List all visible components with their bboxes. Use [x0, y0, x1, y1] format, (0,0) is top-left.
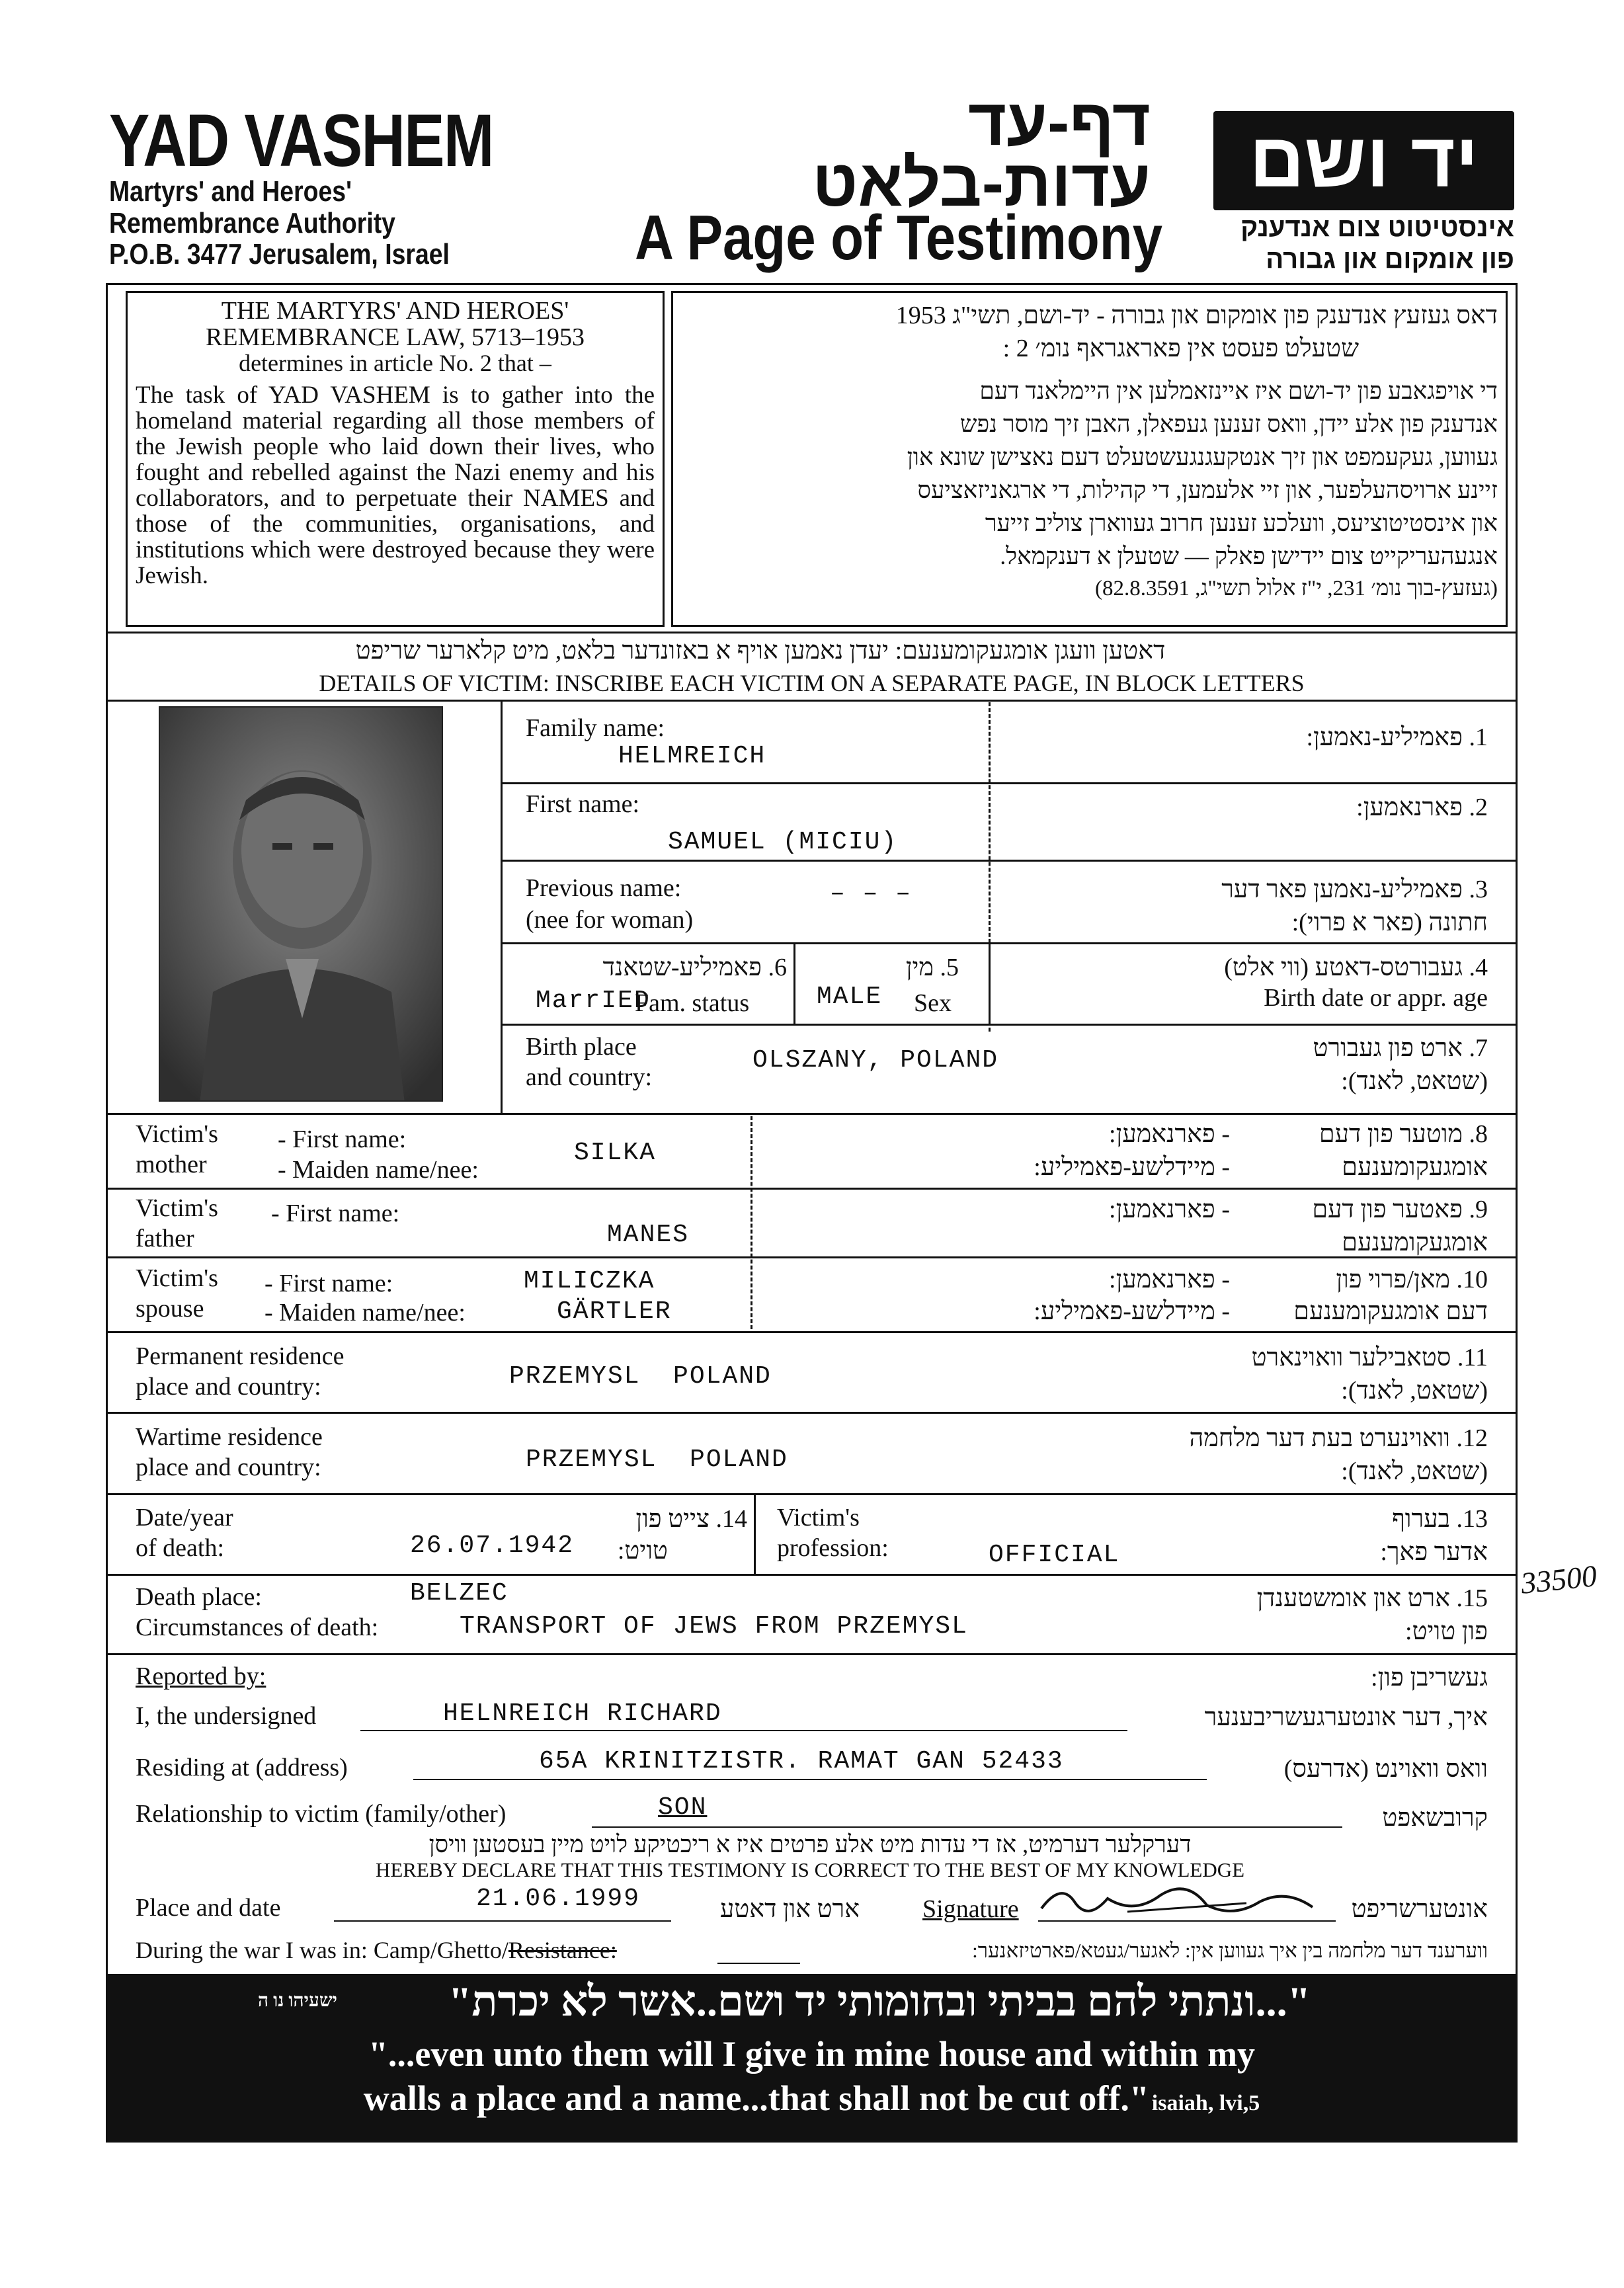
father-sublabel: father: [136, 1225, 194, 1252]
first-name-label: First name:: [526, 790, 640, 818]
relationship-label: Relationship to victim (family/other): [136, 1800, 507, 1828]
place-date-label: Place and date: [136, 1894, 281, 1922]
law-title-1: THE MARTYRS' AND HEROES': [221, 297, 569, 325]
victim-photo: [159, 706, 443, 1102]
reported-by-hebrew-title: געשריבן פון:: [1371, 1664, 1488, 1692]
footer-english-line-2: [106, 2078, 1518, 2119]
law-title-2: REMEMBRANCE LAW, 5713–1953: [206, 323, 585, 351]
war-location-struck: Resistance:: [508, 1937, 617, 1963]
spouse-label: Victim's: [136, 1264, 218, 1292]
signature[interactable]: [1035, 1875, 1326, 1926]
death-place-hebrew-label: 15. ארט און אומשטענדן: [1256, 1584, 1488, 1612]
father-hebrew-first-name-label: - פארנאמען:: [1109, 1196, 1230, 1223]
death-date-label: Date/year: [136, 1504, 233, 1532]
sex-label: Sex: [914, 989, 952, 1017]
war-location-hebrew: ווערענד דער מלחמה בין איך געווען אין: לאגער/געטא/פארטיזאנער:: [972, 1939, 1488, 1962]
mother-first-name-value[interactable]: SILKA: [574, 1139, 657, 1167]
profession-hebrew-sublabel: אדער פאך:: [1380, 1538, 1488, 1566]
signature-label: Signature: [922, 1895, 1019, 1923]
org-line-2: Remembrance Authority: [109, 207, 395, 239]
declaration-hebrew: דערקלער דערמיט, אז די עדות מיט אלע פרטים איז א ריכטיקע לויט מיין בעסטען וויסן: [428, 1831, 1192, 1858]
mother-label: Victim's: [136, 1120, 218, 1148]
sex-value[interactable]: MALE: [817, 983, 883, 1011]
profession-label: Victim's: [777, 1504, 860, 1532]
mother-first-name-label: - First name:: [278, 1125, 407, 1153]
place-date-hebrew-label: ארט און דאטע: [719, 1895, 860, 1923]
death-place-value[interactable]: BELZEC: [410, 1579, 508, 1608]
father-hebrew-sublabel: אומגעקומענעם: [1342, 1229, 1488, 1256]
law-hebrew-line-4: זיינע ארויסהעלפער, און זיי אלעמען, די קהילות, די ארגאניזאציעס: [917, 477, 1498, 503]
logo-subtitle-2: פון אומקום און גבורה: [1266, 245, 1514, 274]
logo-subtitle-1: אינסטיטוט צום אנדענק: [1240, 213, 1514, 242]
birth-date-label: Birth date or appr. age: [1264, 984, 1488, 1012]
birth-date-hebrew-label: 4. געבורטס-דאטע (ווי אלט): [1224, 954, 1488, 981]
war-location-text: During the war I was in: Camp/Ghetto/: [136, 1937, 508, 1963]
birth-place-sublabel: and country:: [526, 1063, 653, 1091]
mother-hebrew-maiden-name-label: - מיידלשע-פאמיליע:: [1034, 1153, 1230, 1181]
first-name-value[interactable]: SAMUEL (MICIU): [668, 828, 898, 856]
spouse-maiden-name-label: - Maiden name/nee:: [264, 1299, 466, 1327]
law-hebrew-title-2: שטעלט פעסט אין פאראגראף נומ׳ 2 :: [1002, 335, 1359, 362]
footer-hebrew-quote: "...ונתתי להם בביתי ובחומותי יד ושם..אשר לא יכרת": [448, 1978, 1311, 2025]
permanent-residence-hebrew-sublabel: (שטאט, לאנד):: [1341, 1377, 1488, 1405]
address-value[interactable]: 65A KRINITZISTR. RAMAT GAN 52433: [539, 1747, 1064, 1776]
spouse-first-name-label: - First name:: [264, 1270, 393, 1297]
first-name-hebrew-label: 2. פארנאמען:: [1356, 794, 1488, 821]
wartime-residence-hebrew-sublabel: (שטאט, לאנד):: [1341, 1457, 1488, 1485]
father-hebrew-label: 9. פאטער פון דעם: [1312, 1196, 1488, 1223]
portrait-figure: [160, 708, 443, 1102]
spouse-first-name-value[interactable]: MILICZKA: [524, 1267, 655, 1295]
death-circumstances-value[interactable]: TRANSPORT OF JEWS FROM PRZEMYSL: [460, 1612, 968, 1641]
address-label: Residing at (address): [136, 1754, 348, 1781]
details-header-english: DETAILS OF VICTIM: INSCRIBE EACH VICTIM ON A SEPARATE PAGE, IN BLOCK LETTERS: [319, 670, 1305, 696]
logo-text: יד ושם: [1249, 117, 1479, 203]
law-hebrew-line-6: אנגעהעריקייט צום יידישן פאלק — שטעלן א דענקמאל.: [1000, 543, 1498, 569]
previous-name-hebrew-sublabel: חתונה (פאר א פרוי):: [1291, 909, 1488, 936]
war-location-label: [136, 1936, 617, 1964]
org-line-1: Martyrs' and Heroes': [109, 175, 352, 208]
family-name-label: Family name:: [526, 714, 665, 742]
law-hebrew-line-3: געווען, געקעמפט און זיך אנטקעגנגעשטעלט דעם נאצישן שונא און: [907, 444, 1498, 470]
declaration-english: HEREBY DECLARE THAT THIS TESTIMONY IS CORRECT TO THE BEST OF MY KNOWLEDGE: [375, 1858, 1245, 1881]
permanent-residence-value[interactable]: PRZEMYSL POLAND: [509, 1362, 772, 1391]
footer-english-line-2-text: walls a place and a name...that shall not be cut off.": [363, 2078, 1149, 2118]
mother-maiden-name-label: - Maiden name/nee:: [278, 1156, 479, 1184]
family-status-label: Fam. status: [635, 989, 750, 1017]
details-header-hebrew: דאטען וועגן אומגעקומענעם: יעדן נאמען אויף א באזונדער בלאט, מיט קלארער שריפט: [355, 637, 1166, 665]
profession-hebrew-label: 13. בערוף: [1392, 1505, 1488, 1533]
spouse-hebrew-sublabel: דעם אומגעקומענעם: [1293, 1297, 1488, 1325]
previous-name-sublabel: (nee for woman): [526, 906, 694, 934]
spouse-sublabel: spouse: [136, 1295, 204, 1323]
place-date-value[interactable]: 21.06.1999: [476, 1885, 641, 1913]
undersigned-value[interactable]: HELNREICH RICHARD: [443, 1699, 722, 1728]
wartime-residence-hebrew-label: 12. וואוינערט בעת דער מלחמה: [1189, 1424, 1488, 1452]
birth-place-value[interactable]: OLSZANY, POLAND: [752, 1046, 999, 1075]
death-circumstances-label: Circumstances of death:: [136, 1614, 379, 1641]
death-date-hebrew-label: 14. צייט פון: [635, 1505, 747, 1533]
father-first-name-label: - First name:: [271, 1200, 400, 1227]
margin-note: 33500: [1519, 1559, 1599, 1600]
father-first-name-value[interactable]: MANES: [607, 1221, 690, 1249]
family-status-hebrew-label: 6. פאמיליע-שטאנד: [602, 954, 787, 981]
title-hebrew-1: דף-עד: [967, 85, 1151, 159]
death-place-hebrew-sublabel: פון טויט:: [1405, 1617, 1488, 1645]
previous-name-value[interactable]: – – –: [830, 879, 913, 908]
mother-hebrew-label: 8. מוטער פון דעם: [1319, 1120, 1488, 1148]
law-body: The task of YAD VASHEM is to gather into the homeland material regarding all those members of the Jewish people who laid down their lives, who fought and rebelled against the Nazi enemy and his collaborators, and to perpetuate their NAMES and those of the communities, organisations, and institutions which were destroyed because they were Jewish.: [136, 382, 655, 589]
death-date-hebrew-sublabel: טויט:: [617, 1537, 668, 1565]
signature-hebrew-label: אונטערשריפט: [1351, 1895, 1488, 1923]
law-hebrew-title-1: דאס געזעץ אנדענק פון אומקום און גבורה - יד-ושם, תשי"ג 1953: [895, 302, 1498, 329]
family-status-value[interactable]: MarrIED: [536, 987, 651, 1015]
wartime-residence-sublabel: place and country:: [136, 1453, 321, 1481]
reported-by-title: Reported by:: [136, 1662, 266, 1690]
sex-hebrew-label: 5. מין: [905, 954, 959, 981]
spouse-hebrew-first-name-label: - פארנאמען:: [1109, 1266, 1230, 1293]
profession-sublabel: profession:: [777, 1534, 889, 1562]
previous-name-label: Previous name:: [526, 874, 682, 902]
permanent-residence-sublabel: place and country:: [136, 1373, 321, 1401]
profession-value[interactable]: OFFICIAL: [989, 1541, 1120, 1569]
permanent-residence-label: Permanent residence: [136, 1342, 345, 1370]
wartime-residence-value[interactable]: PRZEMYSL POLAND: [526, 1446, 788, 1474]
death-date-value[interactable]: 26.07.1942: [410, 1532, 575, 1560]
footer-hebrew-reference: ישעיהו נו ה: [258, 1990, 337, 2011]
undersigned-label: I, the undersigned: [136, 1702, 317, 1730]
undersigned-hebrew-label: איך, דער אונטערגעשריבענער: [1204, 1703, 1488, 1731]
birth-place-hebrew-label: 7. ארט פון געבורט: [1313, 1034, 1488, 1062]
family-name-hebrew-label: 1. פאמיליע-נאמען:: [1306, 723, 1488, 751]
address-hebrew-label: וואס וואוינט (אדרעס): [1283, 1755, 1488, 1783]
mother-hebrew-first-name-label: - פארנאמען:: [1109, 1120, 1230, 1148]
law-hebrew-line-5: און אינסטיטוציעס, וועלכע זענען חרוב געווארן צוליב זייער: [985, 510, 1498, 536]
mother-hebrew-sublabel: אומגעקומענעם: [1342, 1153, 1488, 1181]
relationship-value[interactable]: SON: [658, 1793, 708, 1822]
law-hebrew-line-1: די אויפגאבע פון יד-ושם איז איינזאמלען אין היימלאנד דעם: [979, 378, 1498, 404]
previous-name-hebrew-label: 3. פאמיליע-נאמען פאר דער: [1221, 876, 1488, 903]
yad-vashem-logo: [1213, 111, 1514, 210]
family-name-value[interactable]: HELMREICH: [618, 742, 766, 770]
spouse-hebrew-label: 10. מאן/פרוי פון: [1336, 1266, 1488, 1293]
org-line-3: P.O.B. 3477 Jerusalem, Israel: [109, 238, 450, 270]
father-label: Victim's: [136, 1194, 218, 1222]
spouse-maiden-name-value[interactable]: GÄRTLER: [557, 1297, 672, 1326]
page-title: A Page of Testimony: [635, 202, 1162, 273]
footer-english-reference: isaiah, lvi,5: [1151, 2091, 1260, 2115]
relationship-hebrew-label: קרובשאפט: [1382, 1804, 1488, 1832]
org-name: YAD VASHEM: [109, 99, 493, 182]
signature-scribble: [1035, 1875, 1326, 1926]
permanent-residence-hebrew-label: 11. סטאבילער וואוינארט: [1251, 1344, 1488, 1371]
law-hebrew-reference: (געזעץ-בוך נומ׳ 231, י"ז אלול תשי"ג, 82.8.3591): [1095, 577, 1498, 600]
footer-english-line-1: "...even unto them will I give in mine house and within my: [368, 2034, 1256, 2074]
spouse-hebrew-maiden-name-label: - מיידלשע-פאמיליע:: [1034, 1297, 1230, 1325]
law-hebrew-line-2: אנדענק פון אלע יידן, וואס זענען געפאלן, האבן זיך מוסר נפש: [959, 411, 1498, 437]
mother-sublabel: mother: [136, 1151, 207, 1178]
wartime-residence-label: Wartime residence: [136, 1423, 323, 1451]
death-date-sublabel: of death:: [136, 1534, 225, 1562]
birth-place-label: Birth place: [526, 1033, 637, 1061]
title-hebrew-2: עדות-בלאט: [812, 146, 1151, 220]
death-place-label: Death place:: [136, 1583, 262, 1611]
birth-place-hebrew-sublabel: (שטאט, לאנד):: [1341, 1067, 1488, 1095]
law-title-3: determines in article No. 2 that –: [239, 350, 551, 376]
